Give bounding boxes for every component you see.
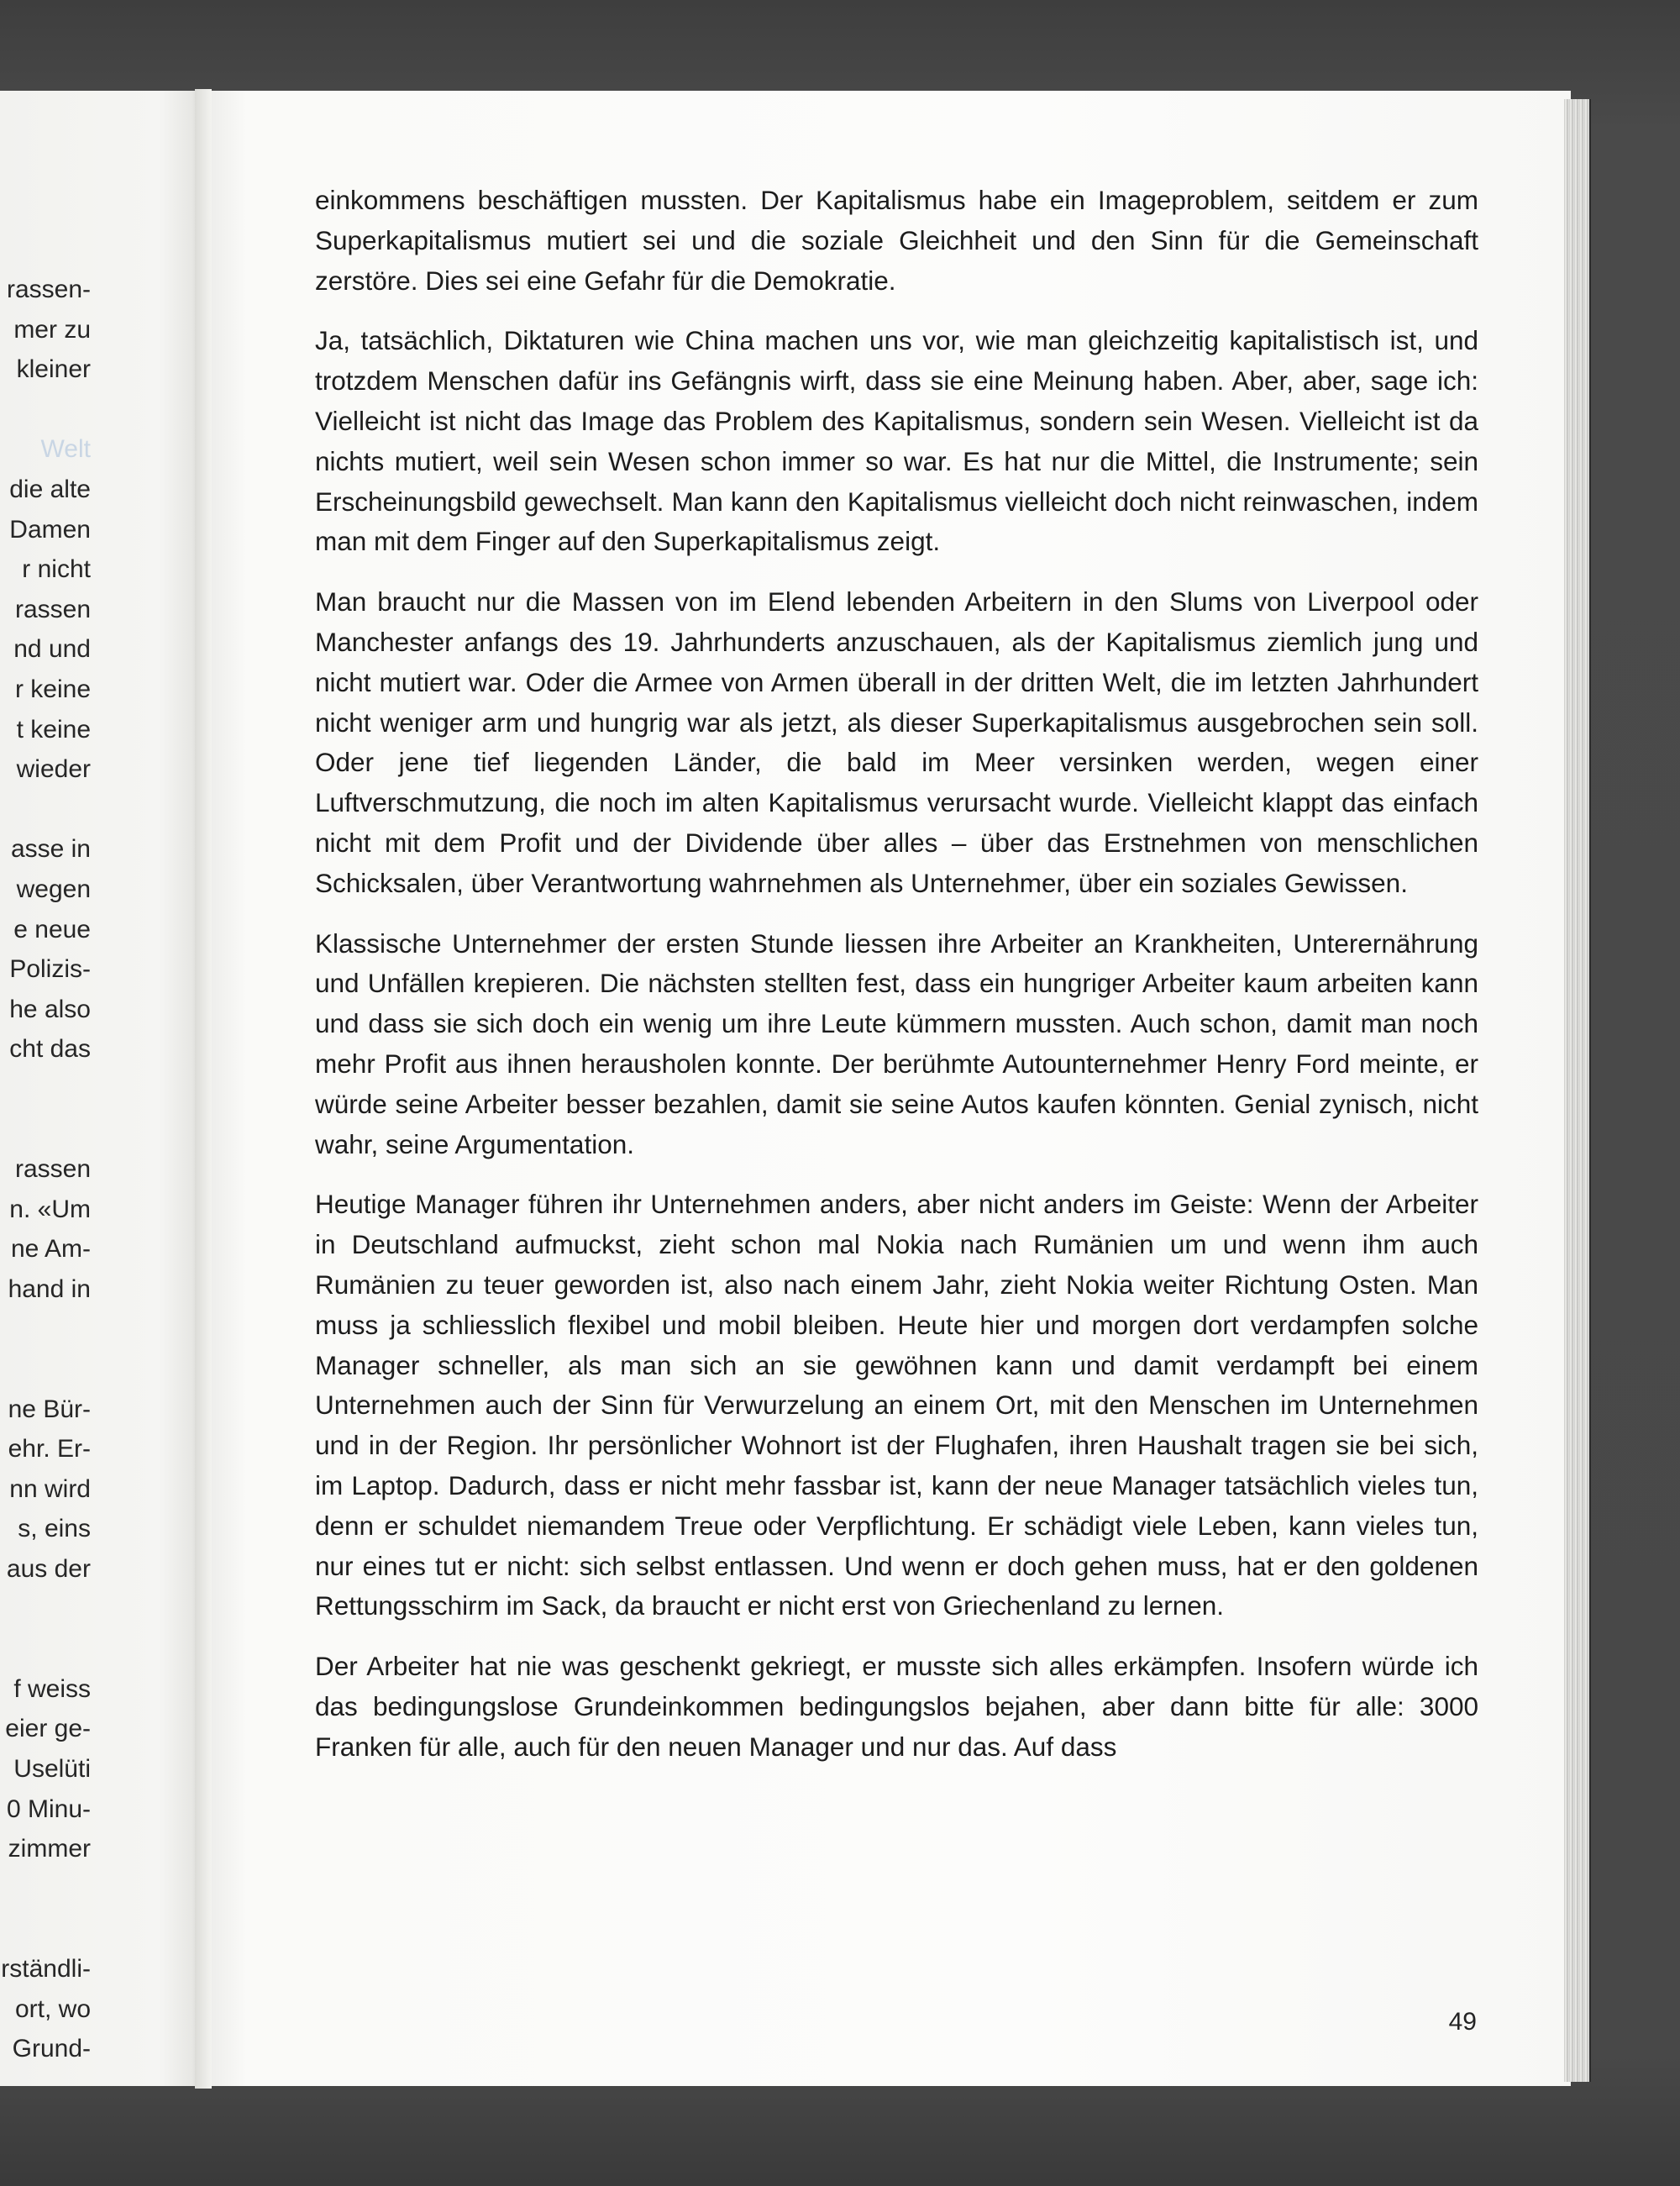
left-line: nd und xyxy=(13,635,91,664)
left-line: Polizis- xyxy=(9,955,91,984)
left-line: r keine xyxy=(14,675,91,703)
left-line: n. «Um xyxy=(9,1195,91,1223)
left-line: nn wird xyxy=(9,1474,91,1503)
paragraph-4: Klassische Unternehmer der ersten Stunde liessen ihre Arbeiter an Krankheiten, Unterernährung und Unfällen krepieren. Die nächsten stellten fest, dass ein hungriger Arbeiter kaum arbeiten kann und dass sie sich doch ein wenig um ihre Leute kümmern mussten. Auch schon, damit man noch mehr Profit aus ihnen herausholen konnte. Der berühmte Autounternehmer Henry Ford meinte, er würde seine Arbeiter besser bezahlen, damit sie seine Autos kaufen könnten. Genial zynisch, nicht wahr, seine Argumentation. xyxy=(315,927,1478,1159)
left-line xyxy=(0,1590,91,1630)
left-line: aus der xyxy=(6,1555,91,1583)
left-line: cht das xyxy=(9,1035,91,1064)
left-line: ort, wo xyxy=(14,1994,91,2023)
paragraph-5: Heutige Manager führen ihr Unternehmen anders, aber nicht anders im Geiste: Wenn der Arbeiter in Deutschland aufmuckst, zieht schon mal Nokia nach Rumänien um und wenn ihm auch Rumänien zu teuer geworden ist, also nach einem Jahr, zieht Nokia weiter Richtung Osten. Man muss ja schliesslich flexibel und mobil bleiben. Heute hier und morgen dort verdampfen solche Manager schneller, als man sich an sie gewöhnen kann und damit verdampft bei einem Unternehmen auch der Sinn für Verwurzelung an einem Ort, mit den Menschen im Unternehmen und in der Region. Ihr persönlicher Wohnort ist der Flughafen, ihren Haushalt tragen sie bei sich, im Laptop. Dadurch, dass er nicht mehr fassbar ist, kann der neue Manager tatsächlich vieles tun, denn er schuldet niemandem Treue oder Verpflichtung. Er schädigt viele Leben, kann vieles tun, nur eines tut er nicht: sich selbst entlassen. Und wenn er doch gehen muss, hat er den goldenen Rettungsschirm im Sack, da braucht er nicht erst von Griechenland zu lernen. xyxy=(315,1189,1478,1621)
left-line xyxy=(0,1349,91,1390)
right-page-text xyxy=(315,181,1478,1787)
page-number: 49 xyxy=(1448,2008,1477,2036)
paragraph-3: Man braucht nur die Massen von im Elend lebenden Arbeitern in den Slums von Liverpool oder Manchester anfangs des 19. Jahrhunderts anzuschauen, als der Kapitalismus ziemlich jung und nicht mutiert war. Oder die Armee von Armen überall in der dritten Welt, die im letzten Jahrhundert nicht weniger arm und hungrig war als jetzt, als dieser Superkapitalismus ausgebrochen sein soll. Oder jene tief liegenden Länder, die bald im Meer versinken werden, wegen einer Luftverschmutzung, die noch im alten Kapitalismus verursacht wurde. Vielleicht klappt das einfach nicht mit dem Profit und der Dividende über alles – über das Erstnehmen von menschlichen Schicksalen, über Verantwortung wahrnehmen als Unternehmer, über ein soziales Gewissen. xyxy=(315,586,1478,898)
left-line: mer zu xyxy=(13,315,91,344)
left-line xyxy=(0,1309,91,1349)
left-line: hand in xyxy=(8,1274,91,1303)
left-line: rassen xyxy=(14,595,91,623)
left-line: s, eins xyxy=(18,1515,91,1543)
left-line: rassen xyxy=(14,1155,91,1184)
left-line: kleiner xyxy=(16,355,91,384)
left-line: he also xyxy=(9,995,91,1023)
left-line: asse in xyxy=(10,835,91,864)
left-line xyxy=(0,1629,91,1669)
paragraph-6: Der Arbeiter hat nie was geschenkt gekriegt, er musste sich alles erkämpfen. Insofern würde ich das bedingungslose Grundeinkommen bedingungslos bejahen, aber dann bitte für alle: 3000 Franken für alle, auch für den neuen Manager und nur das. Auf dass xyxy=(315,1651,1478,1762)
left-line xyxy=(0,1069,91,1110)
left-line: eier ge- xyxy=(5,1715,91,1743)
book-gutter xyxy=(195,89,212,2089)
left-line xyxy=(0,390,91,430)
left-page xyxy=(0,91,200,2086)
left-line: 0 Minu- xyxy=(6,1795,91,1823)
left-line: Welt xyxy=(40,435,91,464)
left-line xyxy=(0,1909,91,1949)
left-line: rständli- xyxy=(1,1954,91,1983)
left-line: zimmer xyxy=(8,1835,91,1863)
paragraph-2: Ja, tatsächlich, Diktaturen wie China machen uns vor, wie man gleichzeitig kapitalistisch ist, und trotzdem Menschen dafür ins Gefängnis wirft, dass sie eine Meinung haben. Aber, aber, sage ich: Vielleicht ist nicht das Image das Problem des Kapitalismus, sondern sein Wesen. Vielleicht ist da nichts mutiert, weil sein Wesen schon immer so war. Es hat nur die Mittel, die Instrumente; sein Erscheinungsbild gewechselt. Man kann den Kapitalismus vielleicht doch nicht reinwaschen, indem man mit dem Finger auf den Superkapitalismus zeigt. xyxy=(315,325,1478,557)
left-line: wieder xyxy=(16,755,91,784)
left-line: ne Am- xyxy=(10,1235,91,1264)
left-line: Damen xyxy=(9,515,91,544)
left-line: r nicht xyxy=(22,555,91,584)
left-line xyxy=(0,1109,91,1149)
left-page-text xyxy=(0,270,91,2069)
left-line xyxy=(0,1869,91,1910)
left-line: ne Bür- xyxy=(8,1395,91,1423)
left-line: Grund- xyxy=(12,2035,91,2063)
left-line: f weiss xyxy=(13,1674,91,1703)
left-line: Uselüti xyxy=(13,1754,91,1783)
left-line: rassen- xyxy=(6,276,91,303)
left-line: ehr. Er- xyxy=(8,1435,91,1463)
page-edges xyxy=(1564,99,1591,2082)
left-line: wegen xyxy=(16,875,91,903)
left-line: e neue xyxy=(13,915,91,943)
left-line: die alte xyxy=(9,475,91,503)
paragraph-1: einkommens beschäftigen mussten. Der Kapitalismus habe ein Imageproblem, seitdem er zum Superkapitalismus mutiert sei und die soziale Gleichheit und den Sinn für die Gemeinschaft zerstöre. Dies sei eine Gefahr für die Demokratie. xyxy=(315,185,1478,296)
left-line: t keine xyxy=(16,715,91,744)
left-line xyxy=(0,790,91,830)
